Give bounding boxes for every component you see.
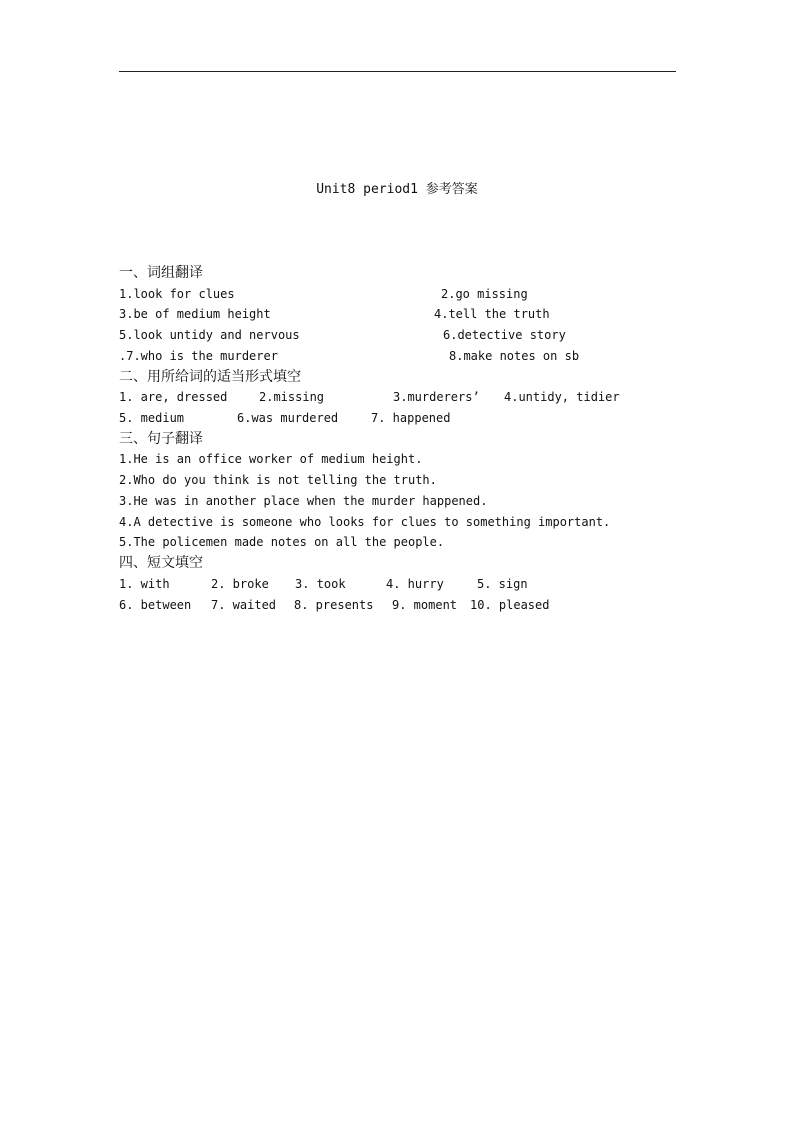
- answer-row: [119, 346, 679, 367]
- answer-item: 3.be of medium height: [119, 307, 271, 322]
- answer-item: 6. between: [119, 597, 192, 612]
- answer-item: 8.make notes on sb: [449, 348, 580, 363]
- answer-item: 1.look for clues: [119, 286, 235, 301]
- answer-item: 5.The policemen made notes on all the people.: [119, 535, 445, 550]
- answer-item: 4.tell the truth: [434, 307, 550, 322]
- answer-item: 6.was murdered: [237, 410, 339, 425]
- answer-row: [119, 387, 679, 408]
- answer-item: 7. happened: [371, 410, 451, 425]
- answer-row: [119, 284, 679, 305]
- answer-item: 4. hurry: [386, 576, 444, 591]
- document-title: Unit8 period1 参考答案: [316, 182, 478, 197]
- header-rule: [119, 71, 676, 72]
- answer-row: [119, 532, 679, 553]
- answer-item: 8. presents: [294, 597, 374, 612]
- answer-item: 5. sign: [477, 576, 528, 591]
- answer-content: [119, 263, 679, 615]
- answer-item: 1.He is an office worker of medium height.: [119, 452, 423, 467]
- answer-item: 3.He was in another place when the murder happened.: [119, 493, 488, 508]
- answer-row: [119, 470, 679, 491]
- answer-item: 1. with: [119, 576, 170, 591]
- answer-item: 5.look untidy and nervous: [119, 328, 300, 343]
- answer-item: 2.Who do you think is not telling the truth.: [119, 473, 437, 488]
- section-heading-sentence-translation: 三、句子翻译: [119, 430, 203, 447]
- answer-row: [119, 512, 679, 533]
- section-heading-phrase-translation: 一、词组翻译: [119, 265, 203, 281]
- answer-item: 9. moment: [392, 597, 458, 612]
- answer-row: [119, 574, 679, 595]
- section-heading-passage-cloze: 四、短文填空: [119, 555, 203, 572]
- answer-row: [119, 408, 679, 429]
- answer-row: [119, 304, 679, 325]
- answer-row: [119, 325, 679, 346]
- answer-item: 2.missing: [259, 390, 325, 405]
- answer-item: 5. medium: [119, 410, 185, 425]
- answer-item: 3.murderers’: [393, 390, 480, 405]
- answer-item: 7. waited: [211, 597, 277, 612]
- answer-item: 2.go missing: [441, 286, 528, 301]
- answer-row: [119, 491, 679, 512]
- answer-item: .7.who is the murderer: [119, 348, 278, 363]
- answer-row: [119, 595, 679, 616]
- answer-item: 4.A detective is someone who looks for clues to something important.: [119, 514, 611, 529]
- answer-item: 2. broke: [211, 576, 269, 591]
- answer-item: 10. pleased: [470, 597, 550, 612]
- answer-item: 1. are, dressed: [119, 390, 228, 405]
- answer-item: 6.detective story: [443, 328, 566, 343]
- section-heading-fill-in-forms: 二、用所给词的适当形式填空: [119, 368, 301, 385]
- answer-item: 4.untidy, tidier: [504, 390, 620, 405]
- answer-row: [119, 449, 679, 470]
- answer-item: 3. took: [295, 576, 346, 591]
